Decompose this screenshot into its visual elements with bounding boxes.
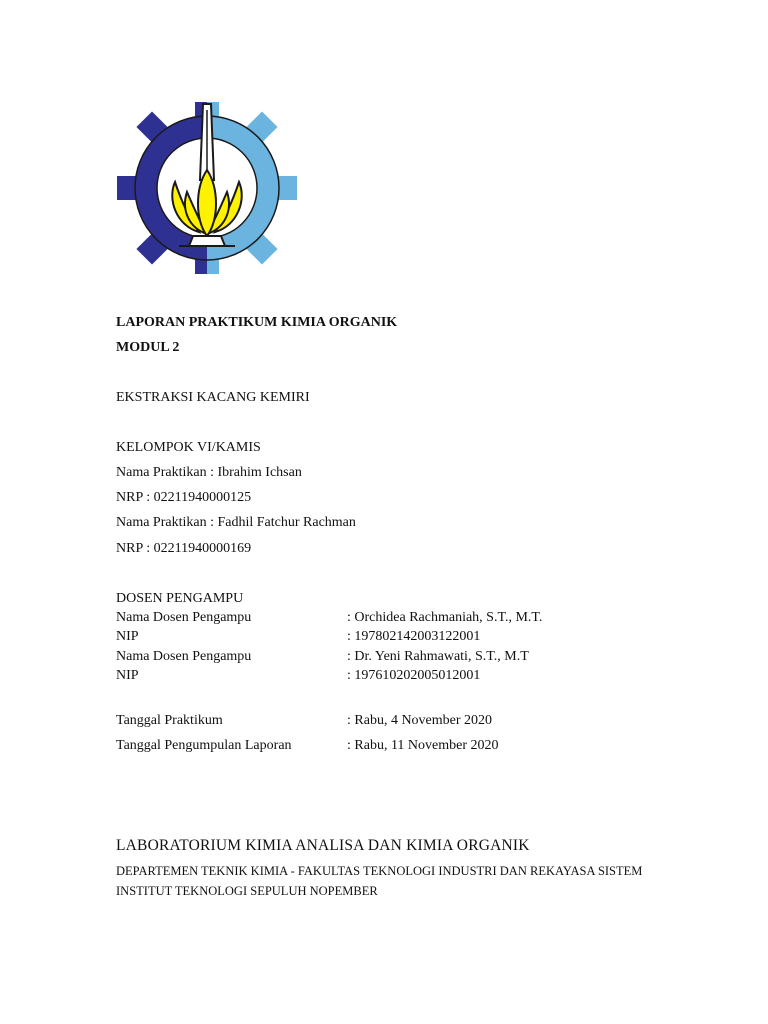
lecturer-heading: DOSEN PENGAMPU — [116, 591, 244, 606]
member-nrp-2: NRP : 02211940000169 — [116, 541, 252, 556]
lecturer-value-3: : Dr. Yeni Rahmawati, S.T., M.T — [347, 649, 529, 664]
lab-name: LABORATORIUM KIMIA ANALISA DAN KIMIA ORGANIK — [116, 837, 530, 854]
lecturer-label-3: Nama Dosen Pengampu — [116, 649, 252, 664]
lecturer-value-1: : Orchidea Rachmaniah, S.T., M.T. — [347, 610, 543, 625]
report-title: LAPORAN PRAKTIKUM KIMIA ORGANIK — [116, 315, 398, 330]
lecturer-value-2: : 197802142003122001 — [347, 629, 481, 644]
date-value-2: : Rabu, 11 November 2020 — [347, 738, 499, 753]
member-name-1: Nama Praktikan : Ibrahim Ichsan — [116, 465, 302, 480]
lecturer-label-4: NIP — [116, 668, 139, 683]
its-logo-icon — [115, 100, 299, 276]
group-heading: KELOMPOK VI/KAMIS — [116, 440, 261, 455]
department-name: DEPARTEMEN TEKNIK KIMIA - FAKULTAS TEKNOLOGI INDUSTRI DAN REKAYASA SISTEM — [116, 864, 643, 878]
institute-name: INSTITUT TEKNOLOGI SEPULUH NOPEMBER — [116, 884, 378, 898]
lecturer-value-4: : 197610202005012001 — [347, 668, 481, 683]
lecturer-label-1: Nama Dosen Pengampu — [116, 610, 252, 625]
date-label-2: Tanggal Pengumpulan Laporan — [116, 738, 292, 753]
topic-title: EKSTRAKSI KACANG KEMIRI — [116, 390, 310, 405]
member-nrp-1: NRP : 02211940000125 — [116, 490, 252, 505]
member-name-2: Nama Praktikan : Fadhil Fatchur Rachman — [116, 515, 356, 530]
lecturer-label-2: NIP — [116, 629, 139, 644]
date-label-1: Tanggal Praktikum — [116, 713, 223, 728]
date-value-1: : Rabu, 4 November 2020 — [347, 713, 493, 728]
module-label: MODUL 2 — [116, 340, 180, 355]
